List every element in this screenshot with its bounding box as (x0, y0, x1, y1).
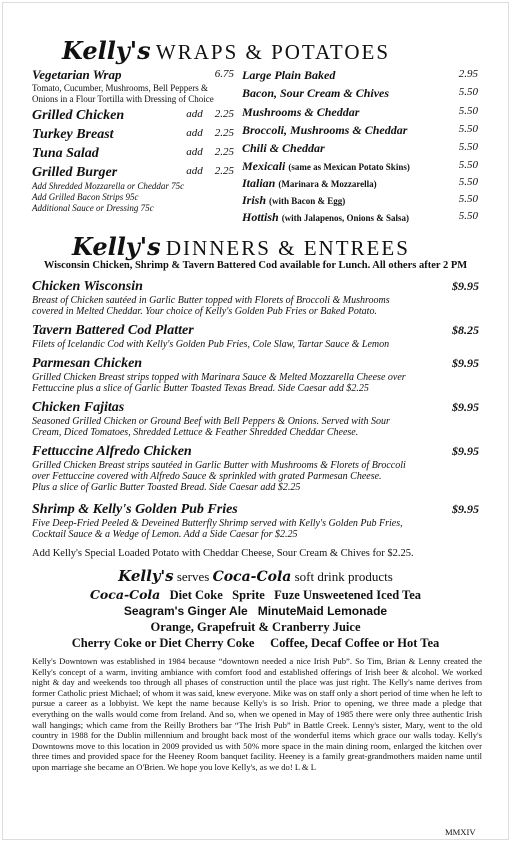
drinks-row-4: Cherry Coke or Diet Cherry Coke Coffee, Decaf Coffee or Hot Tea (71, 636, 440, 650)
potato-item: Broccoli, Mushrooms & Cheddar 5.50 (242, 123, 478, 137)
drinks-row-3: Orange, Grapefruit & Cranberry Juice (150, 620, 361, 634)
potato-item: Hottish (with Jalapenos, Onions & Salsa) 5.50 (242, 210, 478, 224)
dinners-brand: Kelly's (72, 232, 161, 261)
wrap-price: 6.75 (214, 68, 234, 80)
potato-item: Mushrooms & Cheddar 5.50 (242, 105, 478, 119)
wraps-brand: Kelly's (62, 36, 151, 65)
wrap-desc-line-1: Tomato, Cucumber, Mushrooms, Bell Peppers & (32, 83, 208, 93)
wrap-note-2: Add Grilled Bacon Strips 95c (32, 192, 139, 202)
dinner-item-desc: Grilled Chicken Breast strips topped with Marinara Sauce & Melted Mozzarella Cheese over Fettuccine plus a slice of Garlic Butter Toasted Texas Bread. Side Caesar add $2.25 (32, 372, 406, 394)
dinners-subtitle: Wisconsin Chicken, Shrimp & Tavern Battered Cod available for Lunch. All others after 2 PM (43, 260, 468, 271)
potato-item: Bacon, Sour Cream & Chives 5.50 (242, 86, 478, 100)
dinner-item-name: Chicken Wisconsin $9.95 (32, 279, 479, 294)
dinner-addon: Add Kelly's Special Loaded Potato with Cheddar Cheese, Sour Cream & Chives for $2.25. (32, 548, 414, 559)
wrap-item-turkey-breast: Turkey Breast add 2.25 (32, 127, 234, 142)
potato-item: Chili & Cheddar 5.50 (242, 141, 478, 155)
wraps-heading (62, 36, 390, 65)
wrap-item-vegetarian: Vegetarian Wrap 6.75 (32, 67, 234, 82)
wrap-note-3: Additional Sauce or Dressing 75c (32, 203, 154, 213)
drinks-row-1: Coca-Cola Diet Coke Sprite Fuze Unsweetened Iced Tea (89, 587, 422, 602)
dinners-heading (72, 232, 410, 261)
potato-item: Mexicali (same as Mexican Potato Skins) 5.50 (242, 159, 478, 173)
potato-item: Italian (Marinara & Mozzarella) 5.50 (242, 176, 478, 190)
wrap-item-grilled-burger: Grilled Burger add 2.25 (32, 165, 234, 180)
dinner-item-name: Shrimp & Kelly's Golden Pub Fries $9.95 (32, 502, 479, 517)
dinner-item-name: Tavern Battered Cod Platter $8.25 (32, 323, 479, 338)
dinners-title: DINNERS & ENTREES (165, 236, 410, 260)
potato-item: Large Plain Baked 2.95 (242, 68, 478, 82)
dinner-item-name: Fettuccine Alfredo Chicken $9.95 (32, 444, 479, 459)
dinner-item-desc: Grilled Chicken Breast strips sautéed in Garlic Butter with Mushrooms & Florets of Broccoli over Fettuccine covered with Alfredo Sauce & sprinkled with grated Parmesan Cheese. Plus a slice of Garlic Butter Toasted Bread. Side Caesar add $2.25 (32, 460, 406, 493)
history-story: Kelly's Downtown was established in 1984 because “downtown needed a nice Irish Pub”. So Tim, Brian & Lenny created the Kelly's concept of a warm, inviting ambiance with comfort food and established offerings of Irish beer & alcohol. We worked night & day and weekends too through all phases of construction until the place was just right. The Kelly's name derives from former Catholic priest Michael; of whom it was said, knew everyone. Mike was on staff only a short period of time when he left to pursue a career as a lobbyist. We kept the name because Kelly's is so Irish. Prior to opening, we three made a pledge that everything on the walls would come from Ireland. And so, when we opened in May of 1985 there were only three authentic Irish wall hangings; which came from the Reilly Brothers bar “The Irish Pub” in Battle Creek. Lenny's sister, Mary, went to the old country in 1988 for the Dublin millennium and brought back most of the wonderful items which grace our walls today. Kelly's Downtowns move to this location in 2009 provided us with 50% more space in the main dining room, enlarged the kitchen over three times and provided space for the Heeney Room banquet facility. Heeney is a family great-grandmothers maiden name until upon marriage she became an O'Brien. We hope you love Kelly's, as we do! L & L (32, 656, 482, 772)
wraps-title: WRAPS & POTATOES (155, 40, 391, 64)
wrap-desc-line-2: Onions in a Flour Tortilla with Dressing of Choice (32, 94, 214, 104)
wrap-item-grilled-chicken: Grilled Chicken add 2.25 (32, 108, 234, 123)
dinner-item-name: Parmesan Chicken $9.95 (32, 356, 479, 371)
dinner-item-desc: Five Deep-Fried Peeled & Deveined Butterfly Shrimp served with Kelly's Golden Pub Fries, Cocktail Sauce & a Wedge of Lemon. Add a Side Caesar for $2.25 (32, 518, 403, 540)
drinks-row-2: Seagram's Ginger Ale MinuteMaid Lemonade (123, 604, 388, 618)
wrap-item-tuna-salad: Tuna Salad add 2.25 (32, 146, 234, 161)
wrap-note-1: Add Shredded Mozzarella or Cheddar 75c (32, 181, 185, 191)
dinner-item-desc: Seasoned Grilled Chicken or Ground Beef with Bell Peppers & Onions. Served with Sour Cream, Diced Tomatoes, Shredded Lettuce & Feather Shredded Cheddar Cheese. (32, 416, 390, 438)
potato-item: Irish (with Bacon & Egg) 5.50 (242, 193, 478, 207)
dinner-item-desc: Breast of Chicken sautéed in Garlic Butter topped with Florets of Broccoli & Mushrooms covered in Melted Cheddar. Your choice of Kelly's Golden Pub Fries or Baked Potato. (32, 295, 390, 317)
drinks-heading: Kelly's serves Coca-Cola soft drink products (118, 567, 393, 585)
year-mark: MMXIV (445, 827, 476, 837)
dinner-item-desc: Filets of Icelandic Cod with Kelly's Golden Pub Fries, Cole Slaw, Tartar Sauce & Lemon (32, 339, 390, 350)
dinner-item-name: Chicken Fajitas $9.95 (32, 400, 479, 415)
